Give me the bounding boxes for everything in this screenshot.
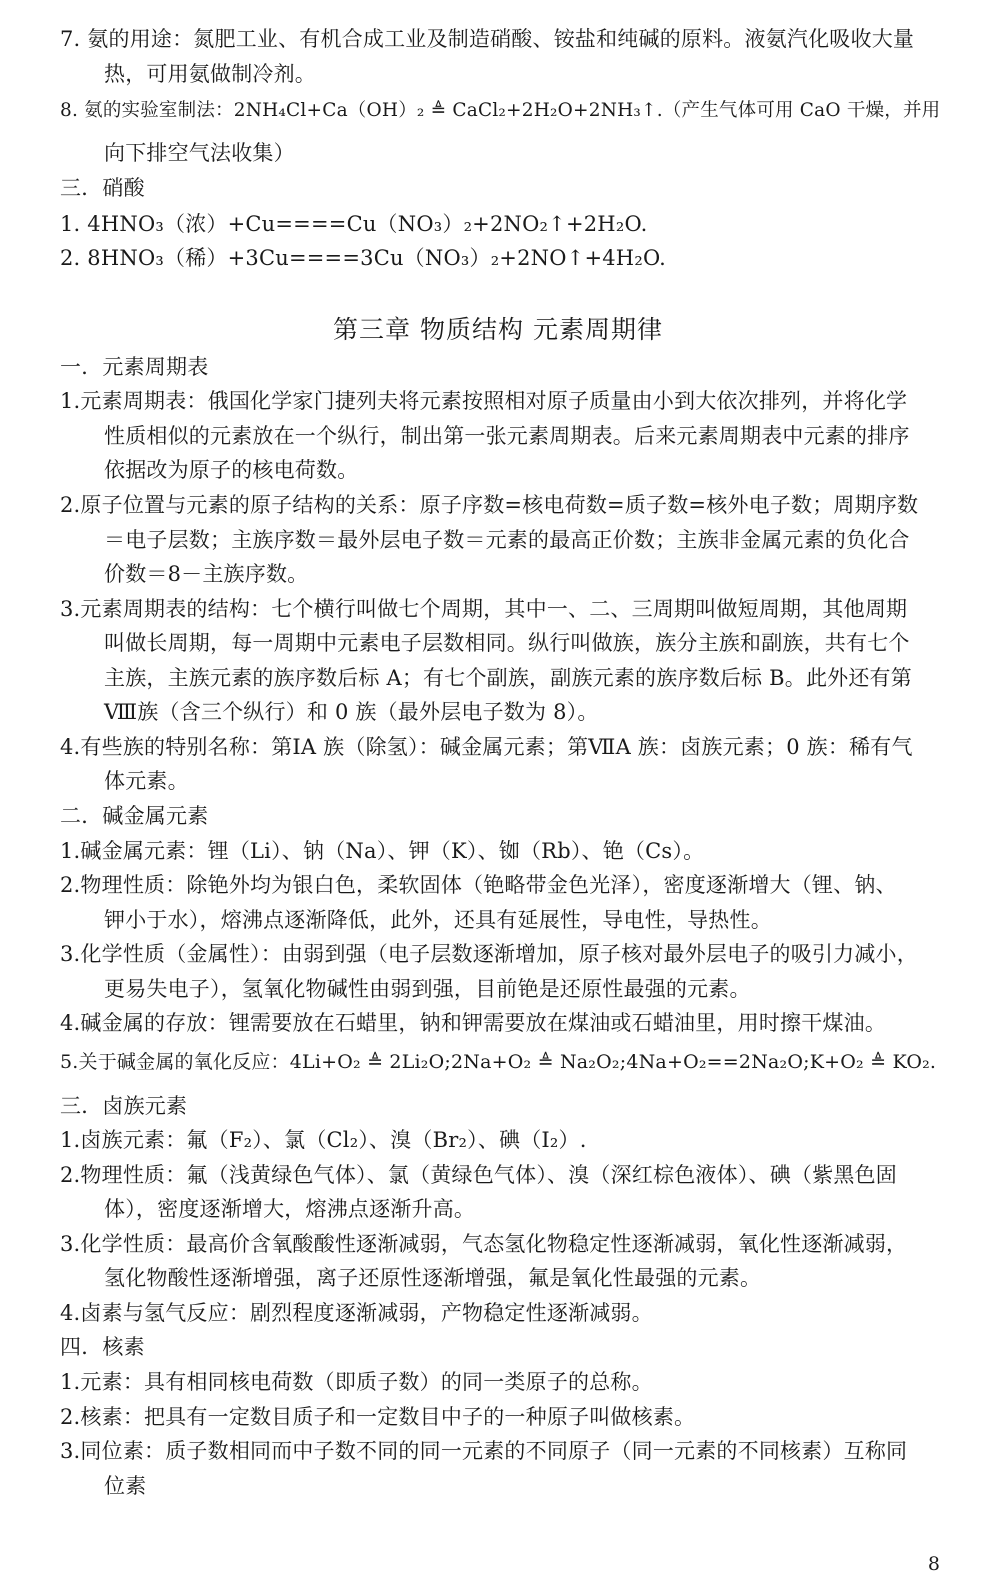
text-line: ＝电子层数；主族序数＝最外层电子数＝元素的最高正价数；主族非金属元素的负化合: [104, 528, 910, 552]
text-line: 价数＝8－主族序数。: [104, 562, 309, 586]
section-heading: 四．核素: [60, 1335, 145, 1359]
section-heading: 三．卤族元素: [60, 1094, 188, 1118]
text-line: 体），密度逐渐增大，熔沸点逐渐升高。: [104, 1197, 476, 1221]
text-line: 4.有些族的特别名称：第ⅠA 族（除氢）：碱金属元素；第ⅦA 族：卤族元素；0 族：稀有气: [60, 735, 913, 759]
text-line: 1.元素周期表：俄国化学家门捷列夫将元素按照相对原子质量由小到大依次排列，并将化学: [60, 389, 908, 413]
text-line: 4.碱金属的存放：锂需要放在石蜡里，钠和钾需要放在煤油或石蜡油里，用时擦干煤油。: [60, 1011, 887, 1035]
text-line: 3.化学性质：最高价含氧酸酸性逐渐减弱，气态氢化物稳定性逐渐减弱，氧化性逐渐减弱，: [60, 1232, 908, 1256]
text-line: 7. 氨的用途：氮肥工业、有机合成工业及制造硝酸、铵盐和纯碱的原料。液氨汽化吸收大量: [60, 27, 915, 51]
text-line: 1.元素：具有相同核电荷数（即质子数）的同一类原子的总称。: [60, 1370, 653, 1394]
text-line: 位素: [104, 1474, 147, 1498]
text-line: 1.卤族元素：氟（F₂）、氯（Cl₂）、溴（Br₂）、碘（I₂）.: [60, 1128, 587, 1152]
page-number: 8: [927, 1553, 940, 1575]
chapter-title: 第三章 物质结构 元素周期律: [333, 315, 663, 344]
section-heading: 一．元素周期表: [60, 355, 209, 379]
text-line: 3.同位素：质子数相同而中子数不同的同一元素的不同原子（同一元素的不同核素）互称同: [60, 1439, 908, 1463]
text-line: 8. 氨的实验室制法：2NH₄Cl+Ca（OH）₂ ≜ CaCl₂+2H₂O+2NH₃↑.（产生气体可用 CaO 干燥，并用: [60, 100, 941, 121]
text-line: 1.碱金属元素：锂（Li）、钠（Na）、钾（K）、铷（Rb）、铯（Cs）。: [60, 839, 705, 863]
text-line: 2.物理性质：氟（浅黄绿色气体）、氯（黄绿色气体）、溴（深红棕色液体）、碘（紫黑色固: [60, 1163, 897, 1187]
text-line: 体元素。: [104, 769, 189, 793]
text-line: 2.核素：把具有一定数目质子和一定数目中子的一种原子叫做核素。: [60, 1405, 696, 1429]
section-heading: 二．碱金属元素: [60, 804, 209, 828]
text-line: Ⅷ族（含三个纵行）和 0 族（最外层电子数为 8）。: [104, 700, 599, 724]
text-line: 1. 4HNO₃（浓）+Cu====Cu（NO₃）₂+2NO₂↑+2H₂O.: [60, 212, 648, 236]
section-heading: 三．硝酸: [60, 176, 145, 200]
text-line: 2.物理性质：除铯外均为银白色，柔软固体（铯略带金色光泽），密度逐渐增大（锂、钠、: [60, 873, 897, 897]
text-line: 热，可用氨做制冷剂。: [104, 62, 316, 86]
text-line: 性质相似的元素放在一个纵行，制出第一张元素周期表。后来元素周期表中元素的排序: [104, 424, 910, 448]
text-line: 更易失电子），氢氧化物碱性由弱到强，目前铯是还原性最强的元素。: [104, 977, 751, 1001]
text-line: 3.元素周期表的结构：七个横行叫做七个周期，其中一、二、三周期叫做短周期，其他周期: [60, 597, 908, 621]
text-line: 4.卤素与氢气反应：剧烈程度逐渐减弱，产物稳定性逐渐减弱。: [60, 1301, 653, 1325]
text-line: 2. 8HNO₃（稀）+3Cu====3Cu（NO₃）₂+2NO↑+4H₂O.: [60, 246, 667, 270]
text-line: 5.关于碱金属的氧化反应：4Li+O₂ ≜ 2Li₂O;2Na+O₂ ≜ Na₂O₂;4Na+O₂==2Na₂O;K+O₂ ≜ KO₂.: [60, 1051, 937, 1073]
text-line: 依据改为原子的核电荷数。: [104, 458, 359, 482]
text-line: 主族，主族元素的族序数后标 A；有七个副族，副族元素的族序数后标 B。此外还有第: [104, 666, 912, 690]
text-line: 钾小于水），熔沸点逐渐降低，此外，还具有延展性，导电性，导热性。: [104, 908, 772, 932]
text-line: 氢化物酸性逐渐增强，离子还原性逐渐增强，氟是氧化性最强的元素。: [104, 1266, 762, 1290]
text-line: 3.化学性质（金属性）：由弱到强（电子层数逐渐增加，原子核对最外层电子的吸引力减小，: [60, 942, 918, 966]
text-line: 2.原子位置与元素的原子结构的关系：原子序数=核电荷数=质子数=核外电子数；周期序数: [60, 493, 919, 517]
text-line: 向下排空气法收集）: [104, 141, 295, 165]
text-line: 叫做长周期，每一周期中元素电子层数相同。纵行叫做族，族分主族和副族，共有七个: [104, 631, 910, 655]
